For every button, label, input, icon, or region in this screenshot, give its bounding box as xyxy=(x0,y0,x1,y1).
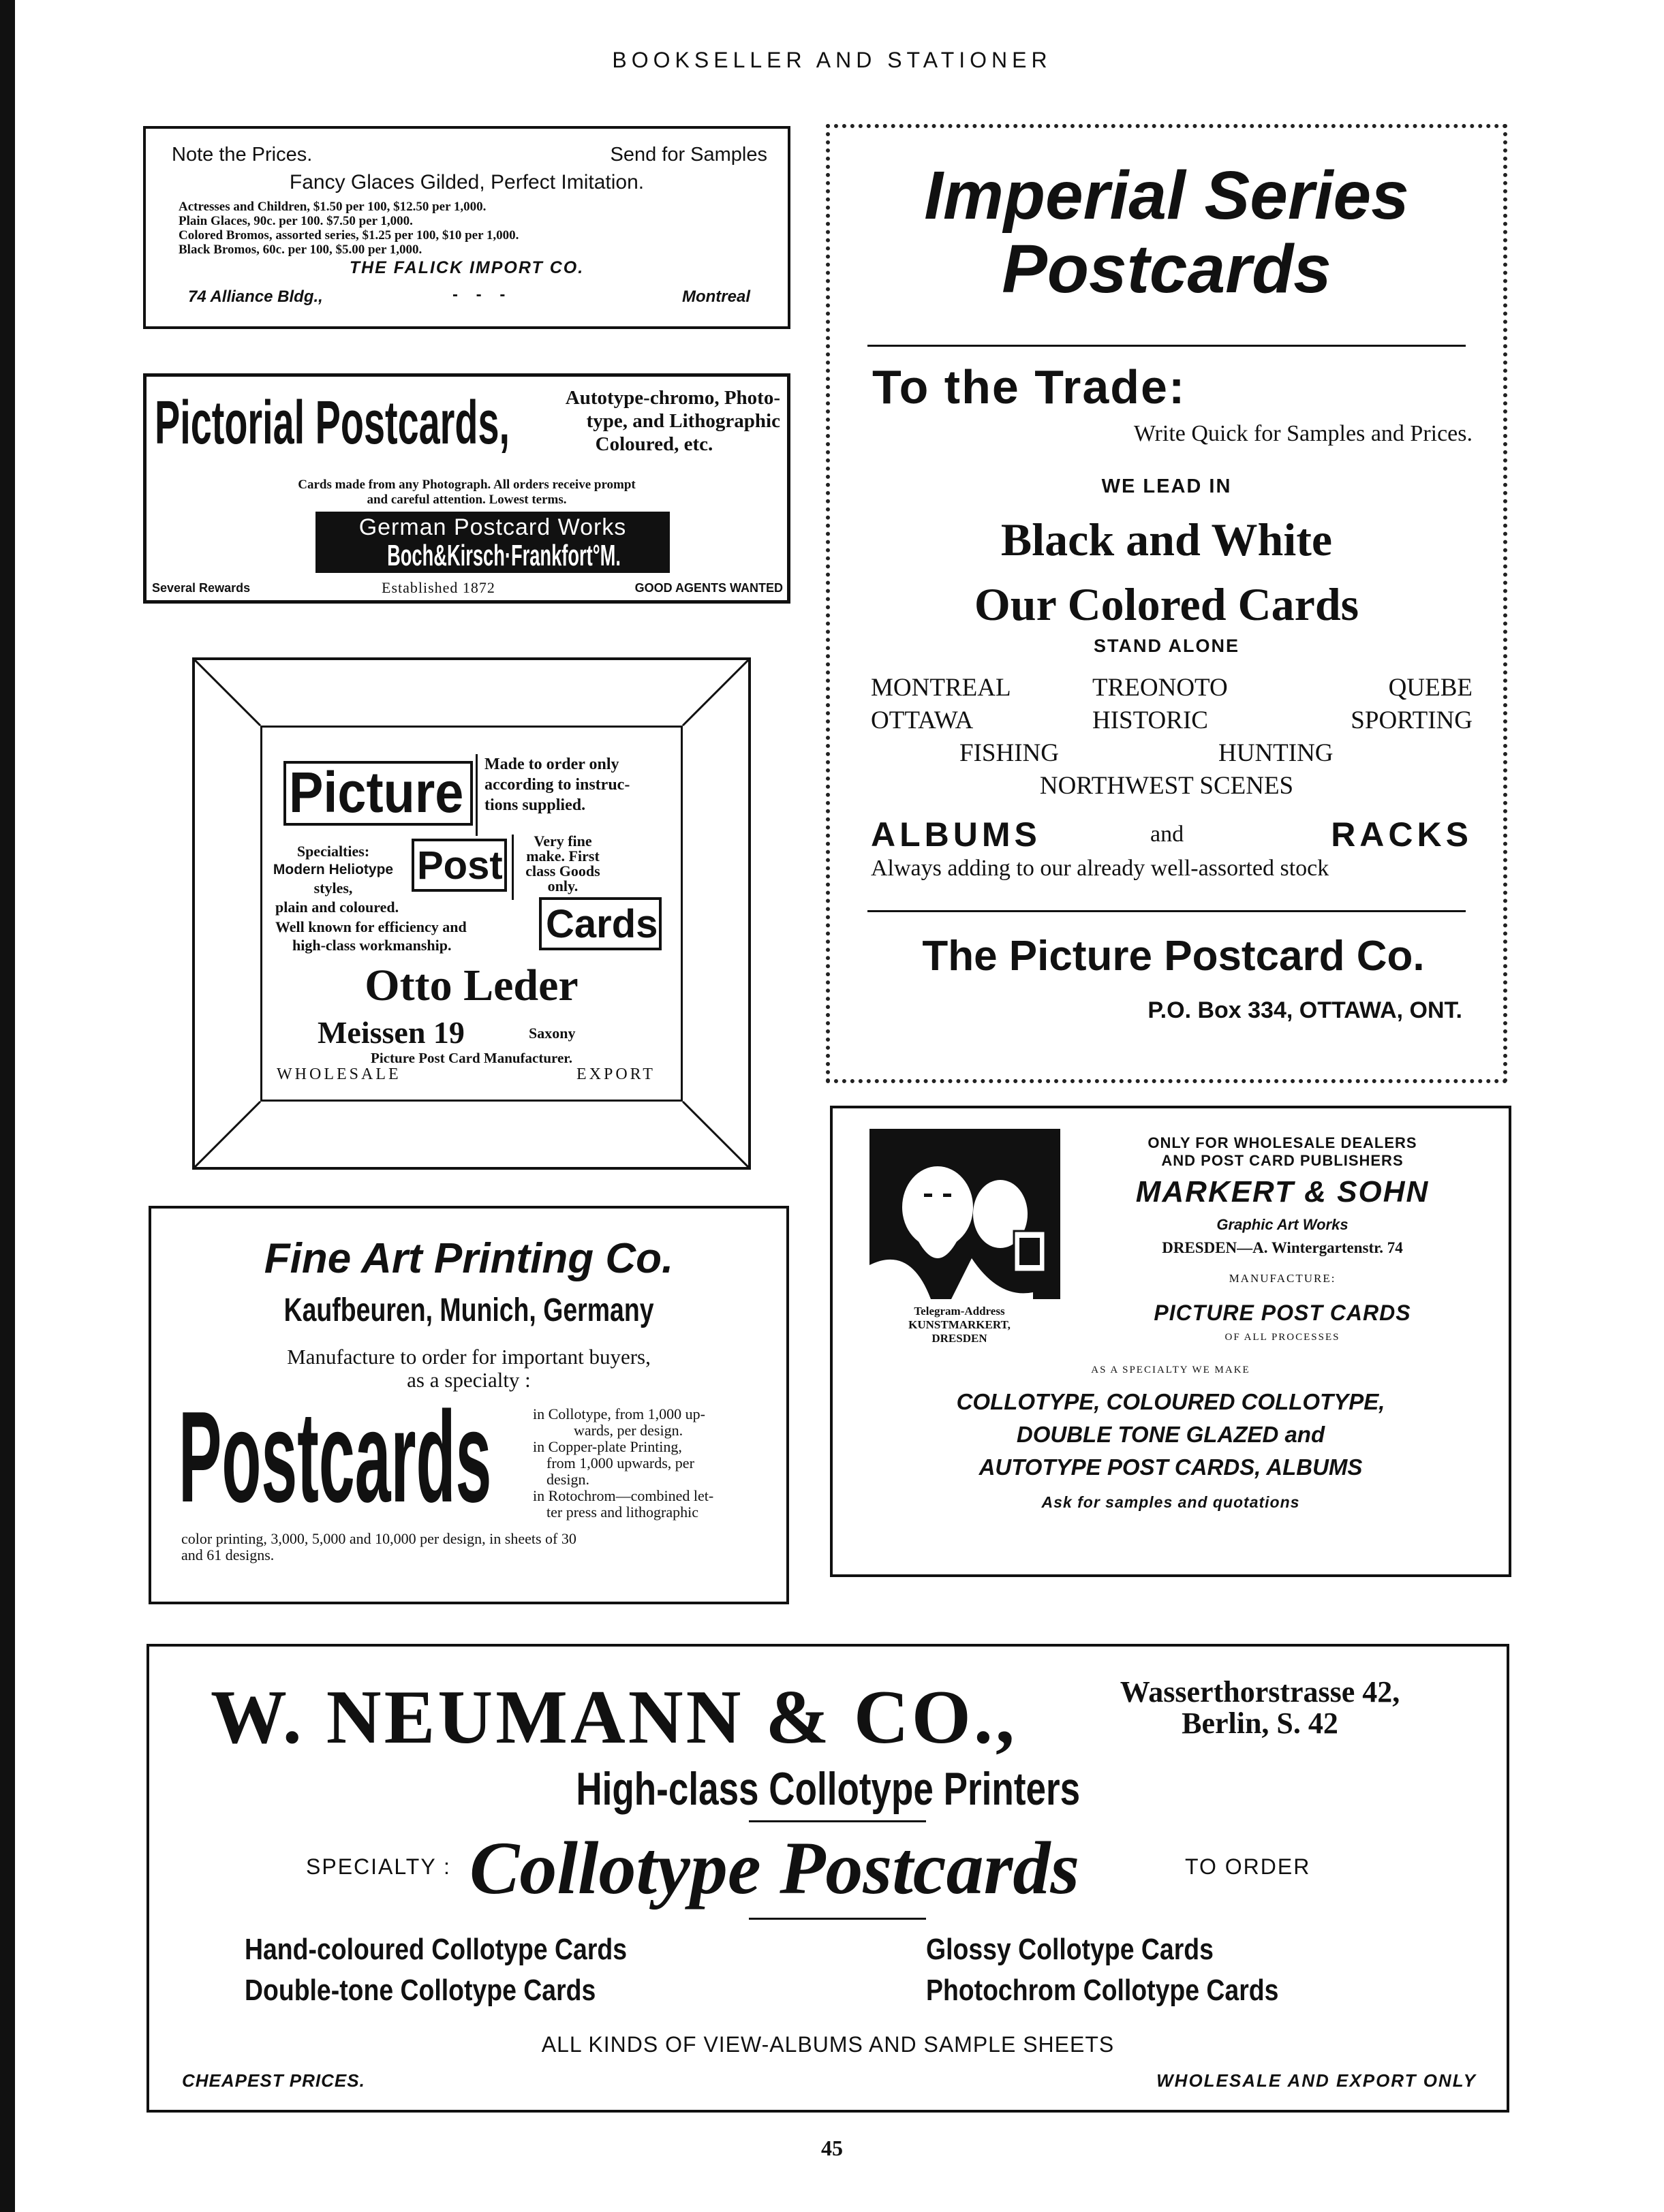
falick-price-line: Plain Glaces, 90c. per 100. $7.50 per 1,000. xyxy=(179,214,413,228)
neumann-item xyxy=(926,1933,1264,1967)
binding-edge xyxy=(0,0,15,2212)
imperial-scene: MONTREAL xyxy=(871,674,1011,702)
leder-post-word: Post xyxy=(417,843,503,888)
neumann-all: ALL KINDS OF VIEW-ALBUMS AND SAMPLE SHEETS xyxy=(541,2032,1115,2057)
imperial-address: P.O. Box 334, OTTAWA, ONT. xyxy=(1147,997,1462,1023)
markert-line-1: COLLOTYPE, COLOURED COLLOTYPE, xyxy=(956,1389,1385,1414)
ad-otto-leder xyxy=(192,657,751,1170)
neumann-wholesale: WHOLESALE AND EXPORT ONLY xyxy=(1156,2070,1477,2091)
imperial-scene: NORTHWEST SCENES xyxy=(1039,772,1294,800)
fineart-title: Fine Art Printing Co. xyxy=(264,1235,674,1282)
imperial-lead: WE LEAD IN xyxy=(1101,476,1232,497)
fineart-intro-1: Manufacture to order for important buyers, xyxy=(287,1345,651,1369)
leder-wholesale: WHOLESALE xyxy=(277,1065,401,1083)
neumann-address xyxy=(1069,1677,1451,1739)
falick-price-line: Colored Bromos, assorted series, $1.25 per 100, $10 per 1,000. xyxy=(179,228,519,243)
imperial-racks: RACKS xyxy=(1331,815,1473,854)
leder-maker: Picture Post Card Manufacturer. xyxy=(371,1050,572,1066)
imperial-scene: OTTAWA xyxy=(871,706,974,734)
pictorial-desc-line: type, and Lithographic xyxy=(586,410,780,432)
leder-picture-word xyxy=(289,758,483,826)
leder-divider-2 xyxy=(512,835,514,900)
page-number: 45 xyxy=(821,2136,843,2160)
imperial-scene: HISTORIC xyxy=(1092,706,1208,734)
ad-w-neumann xyxy=(147,1644,1509,2113)
neumann-item-text: Glossy Collotype Cards xyxy=(926,1933,1214,1966)
imperial-scene: TREONOTO xyxy=(1092,674,1228,702)
pictorial-banner-line2-text: Boch&Kirsch·Frankfort°M. xyxy=(387,539,621,572)
leder-cards-word: Cards xyxy=(546,902,658,946)
pictorial-title-text: Pictorial Postcards, xyxy=(155,389,510,457)
markert-works: Graphic Art Works xyxy=(1216,1216,1349,1233)
imperial-stand: STAND ALONE xyxy=(1094,636,1239,656)
imperial-trade: To the Trade: xyxy=(872,360,1186,414)
imperial-scene: SPORTING xyxy=(1351,706,1473,734)
markert-only xyxy=(1064,1134,1500,1170)
monks-picture-icon xyxy=(869,1129,1060,1299)
leder-divider xyxy=(476,754,478,836)
imperial-albums: ALBUMS xyxy=(871,815,1041,854)
ad-fine-art-printing xyxy=(149,1206,789,1604)
markert-addr: DRESDEN—A. Wintergartenstr. 74 xyxy=(1162,1239,1403,1256)
neumann-item xyxy=(245,1974,658,2008)
pictorial-footer-mid: Established 1872 xyxy=(382,579,495,596)
leder-fine xyxy=(515,834,611,894)
fineart-location-text: Kaufbeuren, Munich, Germany xyxy=(283,1292,654,1328)
markert-telegram-line: KUNSTMARKERT, xyxy=(908,1318,1011,1331)
falick-dashes: - - - xyxy=(452,285,506,304)
markert-line-3: AUTOTYPE POST CARDS, ALBUMS xyxy=(979,1454,1363,1480)
pictorial-desc xyxy=(501,386,780,456)
neumann-rule xyxy=(749,1820,926,1822)
leder-post-word-box xyxy=(412,839,507,892)
markert-illustration xyxy=(869,1129,1060,1299)
neumann-item xyxy=(245,1933,694,1967)
leder-picture-word-box xyxy=(283,761,473,826)
page-header: BOOKSELLER AND STATIONER xyxy=(612,48,1052,72)
imperial-company: The Picture Postcard Co. xyxy=(922,933,1425,980)
leder-fine-line: only. xyxy=(547,877,579,894)
leder-plain: plain and coloured. xyxy=(275,899,399,916)
imperial-title-1: Imperial Series xyxy=(924,157,1409,234)
markert-only-line: AND POST CARD PUBLISHERS xyxy=(1161,1152,1404,1169)
leder-made xyxy=(484,754,630,815)
markert-name: MARKERT & SOHN xyxy=(1135,1175,1430,1209)
leder-known xyxy=(275,918,467,954)
fineart-item-line: in Collotype, from 1,000 up- xyxy=(533,1405,705,1422)
leder-city: Meissen 19 xyxy=(318,1015,465,1050)
falick-title: Fancy Glaces Gilded, Perfect Imitation. xyxy=(289,171,645,193)
imperial-always: Always adding to our already well-assorted stock xyxy=(871,856,1329,881)
leder-picture-word-text: Picture xyxy=(289,760,464,824)
fineart-foot-2: and 61 designs. xyxy=(181,1546,275,1563)
fineart-big-postcards-text: Postcards xyxy=(179,1385,492,1529)
ad-pictorial-postcards xyxy=(143,373,790,604)
ad-falick-import xyxy=(143,126,790,329)
neumann-cheapest: CHEAPEST PRICES. xyxy=(182,2070,365,2091)
neumann-item xyxy=(926,1974,1341,2008)
leder-made-line: tions supplied. xyxy=(484,796,586,814)
leder-name: Otto Leder xyxy=(365,961,579,1010)
neumann-order: TO ORDER xyxy=(1185,1854,1311,1879)
pictorial-banner xyxy=(315,512,670,573)
fineart-item-line: wards, per design. xyxy=(574,1422,683,1439)
ad-imperial-series xyxy=(826,124,1507,1083)
pictorial-desc-line: Coloured, etc. xyxy=(595,433,713,455)
fineart-location xyxy=(151,1292,786,1329)
falick-price-line: Black Bromos, 60c. per 100, $5.00 per 1,000. xyxy=(179,243,422,257)
fineart-item-line: in Rotochrom—combined let- xyxy=(533,1487,714,1504)
neumann-script: Collotype Postcards xyxy=(469,1826,1080,1910)
leder-spec-line: Specialties: xyxy=(296,843,370,860)
leder-known-line: Well known for efficiency and xyxy=(275,918,467,935)
markert-specialty: AS A SPECIALTY WE MAKE xyxy=(1091,1365,1250,1375)
pictorial-footer-left: Several Rewards xyxy=(152,581,251,595)
neumann-rule-2 xyxy=(749,1918,926,1920)
ad-markert-sohn xyxy=(830,1106,1511,1577)
imperial-and: and xyxy=(1150,822,1184,847)
imperial-scene: HUNTING xyxy=(1218,739,1334,767)
fineart-items xyxy=(533,1406,778,1521)
markert-manuf: MANUFACTURE: xyxy=(1229,1272,1336,1285)
fineart-item-line: design. xyxy=(546,1471,589,1488)
neumann-item-text: Photochrom Collotype Cards xyxy=(926,1974,1279,2007)
fineart-foot-1: color printing, 3,000, 5,000 and 10,000 per design, in sheets of 30 xyxy=(181,1530,576,1547)
pictorial-note-2: and careful attention. Lowest terms. xyxy=(367,493,567,507)
leder-cards-word-box xyxy=(539,897,662,950)
markert-line-2: DOUBLE TONE GLAZED and xyxy=(1016,1422,1325,1447)
fineart-item-line: ter press and lithographic xyxy=(546,1504,698,1521)
leder-spec-line: Modern Heliotype xyxy=(273,862,394,877)
falick-address: 74 Alliance Bldg., xyxy=(188,287,323,306)
neumann-item-text: Double-tone Collotype Cards xyxy=(245,1974,596,2007)
imperial-colored: Our Colored Cards xyxy=(974,578,1359,630)
imperial-scene: QUEBE xyxy=(1388,674,1473,702)
fineart-item-line: in Copper-plate Printing, xyxy=(533,1438,682,1455)
neumann-sub xyxy=(149,1762,1507,1816)
imperial-bw: Black and White xyxy=(1000,514,1333,565)
fineart-intro-2: as a specialty : xyxy=(407,1368,531,1392)
pictorial-desc-line: Autotype-chromo, Photo- xyxy=(565,387,780,409)
neumann-name: W. NEUMANN & CO., xyxy=(211,1675,1017,1760)
pictorial-banner-line1: German Postcard Works xyxy=(358,514,627,540)
neumann-specialty: SPECIALTY : xyxy=(306,1854,451,1879)
falick-city: Montreal xyxy=(681,287,750,306)
fineart-item-line: from 1,000 upwards, per xyxy=(546,1454,694,1471)
leder-made-line: according to instruc- xyxy=(484,776,630,794)
pictorial-footer-right: GOOD AGENTS WANTED xyxy=(634,581,783,595)
falick-price-list xyxy=(179,200,519,257)
leder-export: EXPORT xyxy=(576,1065,656,1083)
imperial-write: Write Quick for Samples and Prices. xyxy=(1133,421,1473,446)
markert-ppc: PICTURE POST CARDS xyxy=(1154,1300,1411,1325)
neumann-item-text: Hand-coloured Collotype Cards xyxy=(245,1933,628,1966)
leder-spec-line: styles, xyxy=(313,879,353,897)
pictorial-banner-line2 xyxy=(315,539,670,573)
leder-made-line: Made to order only xyxy=(484,755,619,773)
neumann-address-line: Berlin, S. 42 xyxy=(1182,1707,1338,1740)
imperial-rule-2 xyxy=(867,910,1466,912)
leder-fine-line: class Goods xyxy=(525,862,600,879)
neumann-sub-text: High-class Collotype Printers xyxy=(576,1763,1080,1815)
markert-telegram-line: Telegram-Address xyxy=(914,1305,1005,1318)
falick-right-head: Send for Samples xyxy=(610,144,767,166)
falick-company: THE FALICK IMPORT CO. xyxy=(349,258,585,277)
markert-telegram xyxy=(857,1305,1062,1345)
leder-known-line: high-class workmanship. xyxy=(292,937,452,954)
markert-telegram-line: DRESDEN xyxy=(931,1332,987,1345)
imperial-title-2: Postcards xyxy=(1002,231,1331,307)
leder-specialties xyxy=(268,842,398,897)
pictorial-note-1: Cards made from any Photograph. All orders receive prompt xyxy=(298,478,636,492)
falick-left-head: Note the Prices. xyxy=(172,144,313,166)
imperial-scene: FISHING xyxy=(959,739,1059,767)
leder-fine-line: Very fine xyxy=(534,832,592,850)
imperial-rule-1 xyxy=(867,345,1466,347)
neumann-address-line: Wasserthorstrasse 42, xyxy=(1120,1675,1400,1709)
markert-processes: OF ALL PROCESSES xyxy=(1224,1332,1340,1343)
markert-ask: Ask for samples and quotations xyxy=(1041,1493,1300,1511)
markert-only-line: ONLY FOR WHOLESALE DEALERS xyxy=(1147,1134,1417,1151)
falick-price-line: Actresses and Children, $1.50 per 100, $12.50 per 1,000. xyxy=(179,200,487,214)
leder-fine-line: make. First xyxy=(526,847,600,864)
leder-region: Saxony xyxy=(529,1025,576,1042)
